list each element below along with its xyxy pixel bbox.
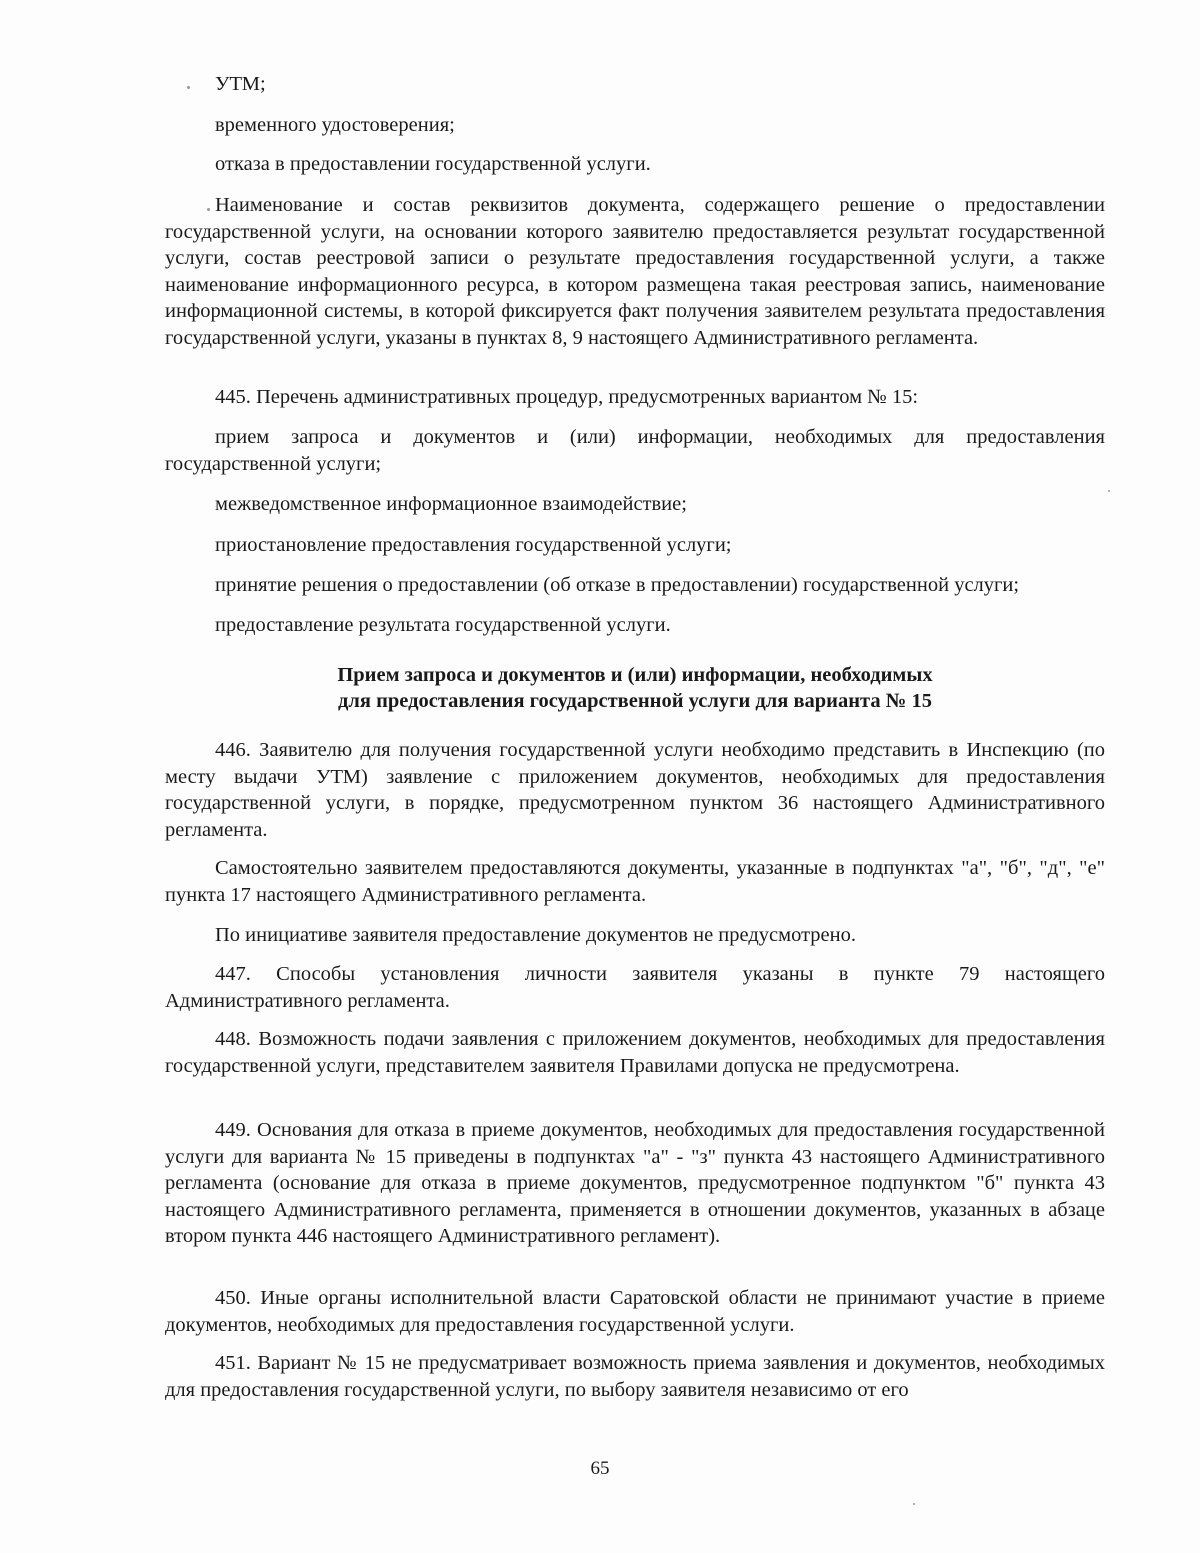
paragraph-447: 447. Способы установления личности заявителя указаны в пункте 79 настоящего Административного регламента.: [165, 963, 1105, 1012]
list-item-refusal: отказа в предоставлении государственной услуги.: [215, 153, 651, 175]
list-item-utm: УТМ;: [215, 73, 266, 95]
procedure-item-4: принятие решения о предоставлении (об отказе в предоставлении) государственной услуги;: [215, 574, 1020, 596]
paragraph-requisites: Наименование и состав реквизитов документа, содержащего решение о предоставлении государственной услуги, на основании которого заявителю предоставляется результат государственной услуги, состав реестровой записи о результате предоставления государственной услуги, а также наименование информационного ресурса, в котором размещена такая реестровая запись, наименование информационной системы, в которой фиксируется факт получения заявителем результата предоставления государственной услуги, указаны в пунктах 8, 9 настоящего Административного регламента.: [165, 194, 1105, 349]
procedure-item-3: приостановление предоставления государственной услуги;: [215, 534, 732, 556]
paragraph-446: 446. Заявителю для получения государственной услуги необходимо представить в Инспекцию (по месту выдачи УТМ) заявление с приложением документов, необходимых для предоставления государственной услуги, в порядке, предусмотренном пунктом 36 настоящего Административного регламента.: [165, 739, 1105, 841]
paragraph-450: 450. Иные органы исполнительной власти Саратовской области не принимают участие в приеме документов, необходимых для предоставления государственной услуги.: [165, 1287, 1105, 1336]
paragraph-446-documents: Самостоятельно заявителем предоставляются документы, указанные в подпунктах "а", "б", "д", "е" пункта 17 настоящего Административного регламента.: [165, 857, 1105, 906]
section-heading-line-2: для предоставления государственной услуги для варианта № 15: [338, 690, 932, 712]
section-heading: [165, 662, 1105, 714]
list-item-temporary-certificate: временного удостоверения;: [215, 114, 455, 136]
procedure-item-1: прием запроса и документов и (или) информации, необходимых для предоставления государственной услуги;: [165, 426, 1105, 475]
scan-speck: [1108, 490, 1110, 492]
section-heading-line-1: Прием запроса и документов и (или) информации, необходимых: [337, 664, 933, 686]
procedure-item-5: предоставление результата государственной услуги.: [215, 614, 671, 636]
procedure-item-2: межведомственное информационное взаимодействие;: [215, 493, 687, 515]
paragraph-451: 451. Вариант № 15 не предусматривает возможность приема заявления и документов, необходимых для предоставления государственной услуги, по выбору заявителя независимо от его: [165, 1352, 1105, 1401]
page-number: 65: [590, 1458, 610, 1479]
paragraph-449: 449. Основания для отказа в приеме документов, необходимых для предоставления государственной услуги для варианта № 15 приведены в подпунктах "а" - "з" пункта 43 настоящего Административного регламента (основание для отказа в приеме документов, предусмотренное подпунктом "б" пункта 43 настоящего Административного регламента, применяется в отношении документов, указанных в абзаце втором пункта 446 настоящего Административного регламент).: [165, 1119, 1105, 1247]
paragraph-446-initiative: По инициативе заявителя предоставление документов не предусмотрено.: [215, 924, 856, 946]
scan-speck: [913, 1503, 915, 1505]
paragraph-448: 448. Возможность подачи заявления с приложением документов, необходимых для предоставления государственной услуги, представителем заявителя Правилами допуска не предусмотрена.: [165, 1028, 1105, 1077]
scan-speck: [187, 86, 190, 89]
paragraph-445: 445. Перечень административных процедур, предусмотренных вариантом № 15:: [215, 386, 919, 408]
scan-speck: [207, 208, 210, 211]
